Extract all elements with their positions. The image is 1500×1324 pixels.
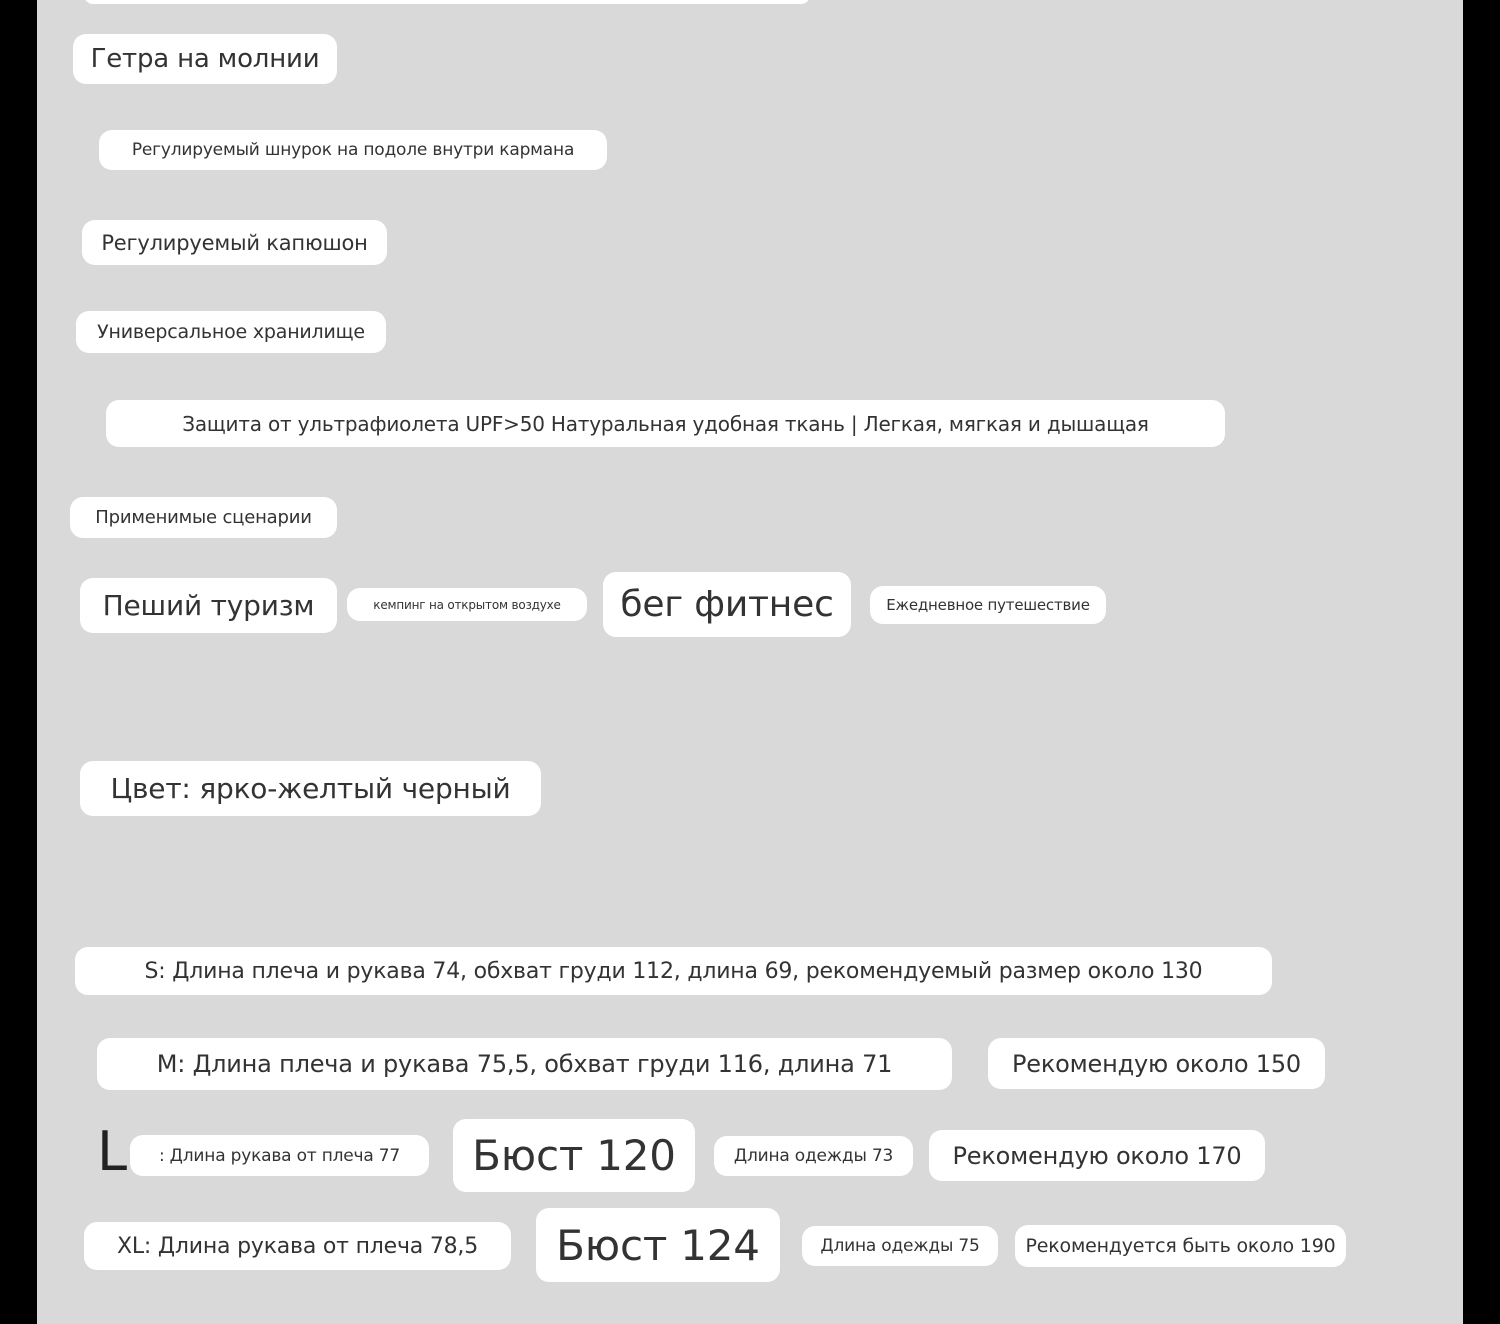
size-l-sleeve: : Длина рукава от плеча 77 bbox=[130, 1135, 429, 1176]
scenarios-title: Применимые сценарии bbox=[70, 497, 337, 538]
scenario-hiking: Пеший туризм bbox=[80, 578, 337, 633]
feature-hood: Регулируемый капюшон bbox=[82, 220, 387, 265]
feature-drawstring: Регулируемый шнурок на подоле внутри кармана bbox=[99, 130, 607, 170]
size-xl-recommend: Рекомендуется быть около 190 bbox=[1015, 1225, 1346, 1267]
size-xl-length: Длина одежды 75 bbox=[802, 1226, 998, 1266]
feature-sheet bbox=[37, 0, 1463, 1324]
size-m-recommend: Рекомендую около 150 bbox=[988, 1038, 1325, 1089]
scenario-running-fitness: бег фитнес bbox=[603, 572, 851, 637]
scenario-daily-travel: Ежедневное путешествие bbox=[870, 586, 1106, 624]
size-m-row: M: Длина плеча и рукава 75,5, обхват груди 116, длина 71 bbox=[97, 1038, 952, 1090]
cropped-top-label bbox=[84, 0, 810, 4]
feature-storage: Универсальное хранилище bbox=[76, 311, 386, 353]
color-line: Цвет: ярко-желтый черный bbox=[80, 761, 541, 816]
size-s-row: S: Длина плеча и рукава 74, обхват груди 112, длина 69, рекомендуемый размер около 130 bbox=[75, 947, 1272, 995]
feature-uv-fabric: Защита от ультрафиолета UPF>50 Натуральная удобная ткань | Легкая, мягкая и дышащая bbox=[106, 400, 1225, 447]
size-xl-bust: Бюст 124 bbox=[536, 1208, 780, 1282]
feature-zipper-gaiter: Гетра на молнии bbox=[73, 34, 337, 84]
size-l-recommend: Рекомендую около 170 bbox=[929, 1130, 1265, 1181]
size-l-bust: Бюст 120 bbox=[453, 1119, 695, 1192]
size-xl-sleeve: XL: Длина рукава от плеча 78,5 bbox=[84, 1222, 511, 1270]
scenario-camping: кемпинг на открытом воздухе bbox=[347, 588, 587, 621]
size-l-letter: L bbox=[97, 1120, 128, 1183]
size-l-length: Длина одежды 73 bbox=[714, 1136, 913, 1176]
